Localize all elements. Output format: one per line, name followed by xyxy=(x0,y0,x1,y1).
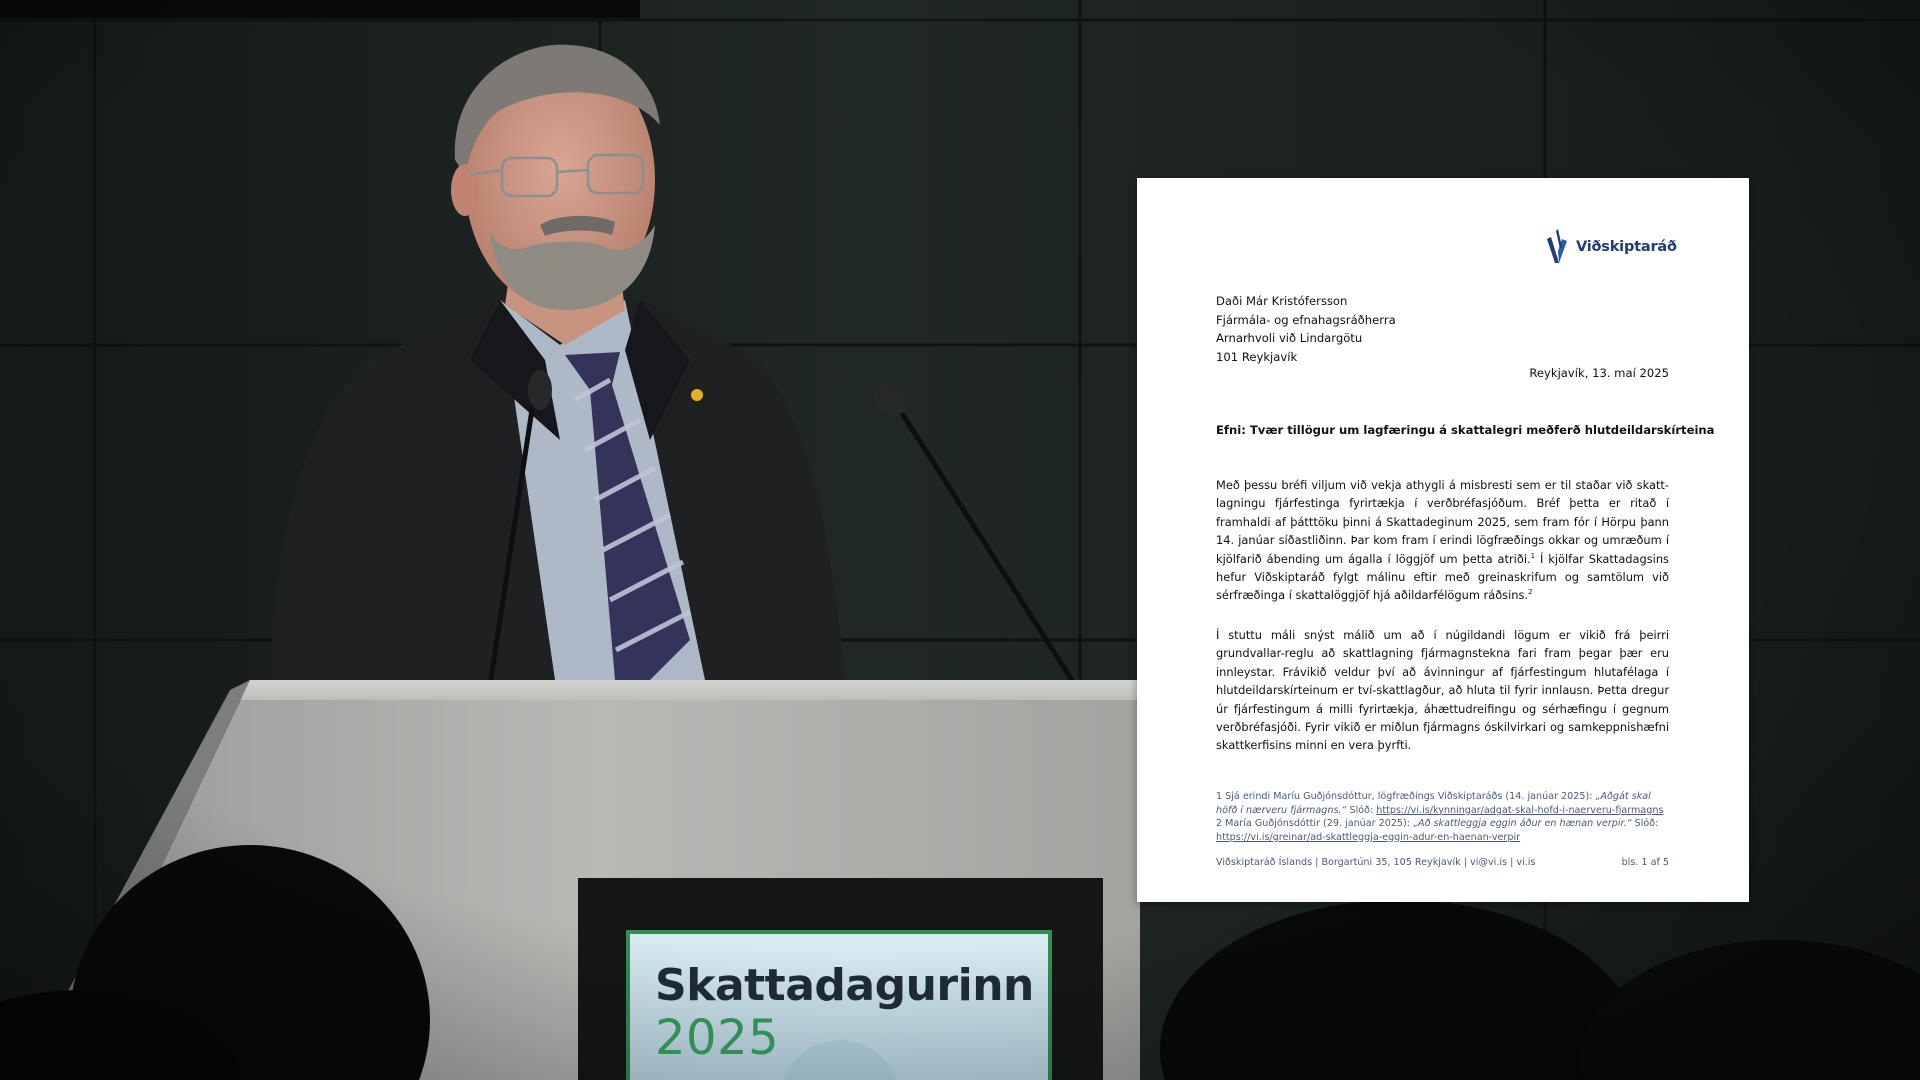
letter-footer-contact: Viðskiptaráð Íslands | Borgartúni 35, 105 Reykjavík | vi@vi.is | vi.is xyxy=(1216,857,1536,868)
paragraph-1-part-a: Með þessu bréfi viljum við vekja athygli á misbresti sem er til staðar við skatt-lagningu fjárfestinga fyrirtækja í verðbréfasjóðum. Bréf þetta er ritað í framhaldi af þátttöku þinni á Skattadeginum 2025, sem fram fór í Hörpu þann 14. janúar síðastliðinn. Þar kom fram í erindi lögfræðings okkar og umræðum í kjölfarið ábending um ágalla í löggjöf um þetta atriði. xyxy=(1216,478,1669,566)
footnote-2 xyxy=(1216,817,1669,844)
footnote-1-title: „Aðgát skal höfð í nærveru fjármagns.“ xyxy=(1216,791,1651,816)
footnote-1 xyxy=(1216,790,1669,817)
letter-page-number: bls. 1 af 5 xyxy=(1621,857,1669,868)
paragraph-1-part-b: Í kjölfar Skattadagsins hefur Viðskiptaráð fylgt málinu eftir með greinaskrifum og samtölum við sérfræðinga í skattalöggjöf hjá aðildarfélögum ráðsins. xyxy=(1216,551,1669,603)
letter-date: Reykjavík, 13. maí 2025 xyxy=(1529,366,1669,380)
recipient-title: Fjármála- og efnahagsráðherra xyxy=(1216,312,1396,327)
recipient-name: Daði Már Kristófersson xyxy=(1216,294,1348,308)
footnote-2-title: „Að skattleggja eggin áður en hænan verpir.“ xyxy=(1413,818,1632,829)
letter-paragraph-1 xyxy=(1216,476,1669,605)
footnote-2-prefix: 2 María Guðjónsdóttir (29. janúar 2025): xyxy=(1216,818,1414,829)
footnote-1-prefix: 1 Sjá erindi Maríu Guðjónsdóttur, lögfræðings Viðskiptaráðs (14. janúar 2025): xyxy=(1216,791,1596,802)
vidskiptarad-logo xyxy=(1545,229,1677,265)
letter-paragraph-2: Í stuttu máli snýst málið um að í núgildandi lögum er vikið frá þeirri grundvallar-reglu að skattlagning fjármagnstekna fari fram þegar þær eru innleystar. Frávikið veldur því að ávinningur af fjárfestingum hlutafélaga í hlutdeildarskírteinum er tví-skattlagður, að hluta til fyrir innlausn. Þetta dregur úr fjárfestingum á milli fyrirtækja, áhættudreifingu og sérhæfingu í gegnum verðbréfasjóði. Fyrir vikið er miðlun fjármagns óskilvirkari og samkeppnishæfni skattkerfisins minni en vera þyrfti. xyxy=(1216,628,1669,753)
recipient-address xyxy=(1216,292,1396,367)
logo-mark-icon xyxy=(1545,229,1573,265)
recipient-city: 101 Reykjavík xyxy=(1216,350,1298,365)
letter-subject: Efni: Tvær tillögur um lagfæringu á skattalegri meðferð hlutdeildarskírteina xyxy=(1216,423,1715,437)
footnote-1-mid: Slóð: xyxy=(1346,804,1377,816)
footnote-ref-1: 1 xyxy=(1530,551,1536,560)
footnote-ref-2: 2 xyxy=(1528,588,1533,597)
recipient-street: Arnarhvoli við Lindargötu xyxy=(1216,331,1363,346)
footnote-2-mid: Slóð: xyxy=(1631,818,1659,829)
event-screen-title: Skattadagurinn xyxy=(655,960,1034,1011)
footnote-1-link[interactable]: https://vi.is/kynningar/adgat-skal-hofd-i-naerveru-fjarmagns xyxy=(1376,804,1664,816)
footnote-2-link[interactable]: https://vi.is/greinar/ad-skattleggja-eggin-adur-en-haenan-verpir xyxy=(1216,831,1521,843)
logo-text: Viðskiptaráð xyxy=(1576,239,1677,255)
event-screen-year: 2025 xyxy=(655,1010,780,1066)
letter-document xyxy=(1137,178,1749,902)
